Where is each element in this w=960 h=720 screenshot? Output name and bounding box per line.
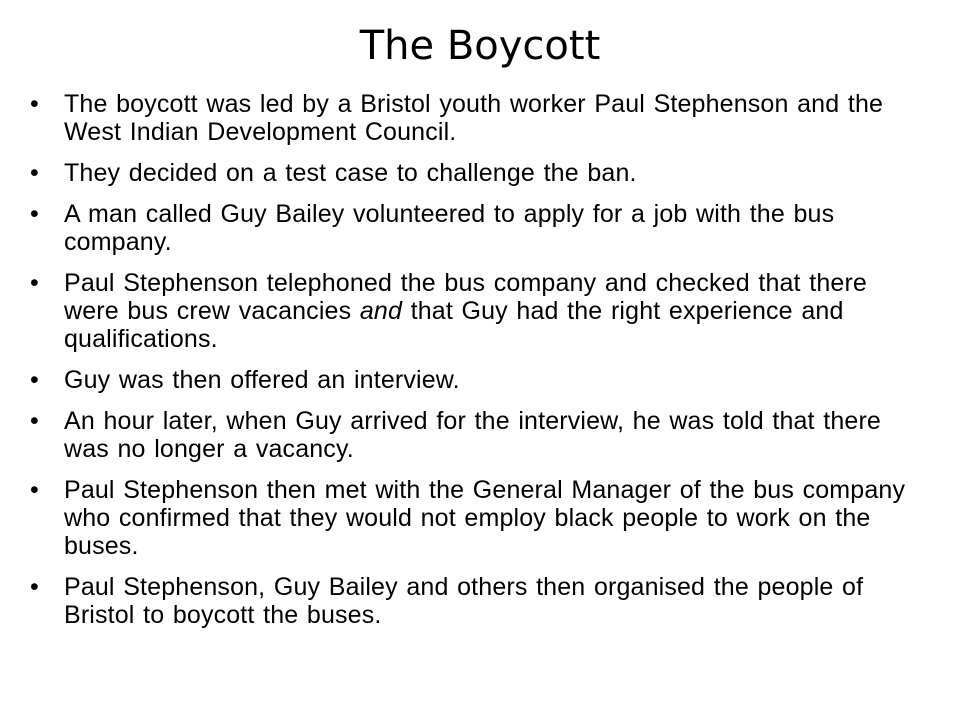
bullet-text: A man called Guy Bailey volunteered to apply for a job with the bus company. xyxy=(64,200,835,256)
bullet-text: They decided on a test case to challenge the ban. xyxy=(64,159,637,187)
bullet-item xyxy=(30,573,930,629)
bullet-item xyxy=(30,476,930,560)
bullet-item xyxy=(30,159,930,187)
bullet-item xyxy=(30,90,930,146)
bullet-text xyxy=(64,269,930,353)
bullet-text: The boycott was led by a Bristol youth worker Paul Stephenson and the West Indian Development Council. xyxy=(64,90,884,146)
bullet-item xyxy=(30,200,930,256)
slide-title: The Boycott xyxy=(359,23,601,69)
bullet-icon: • xyxy=(30,159,39,187)
bullet-item xyxy=(30,366,930,394)
bullet-text: An hour later, when Guy arrived for the interview, he was told that there was no longer a vacancy. xyxy=(64,407,881,463)
bullet-text-before: Paul Stephenson telephoned the bus company and checked that there were bus crew vacancies xyxy=(64,269,867,325)
bullet-list xyxy=(30,90,930,642)
bullet-text: Guy was then offered an interview. xyxy=(64,366,460,394)
bullet-icon: • xyxy=(30,407,39,435)
bullet-icon: • xyxy=(30,573,39,601)
bullet-text: Paul Stephenson then met with the General Manager of the bus company who confirmed that they would not employ black people to work on the buses. xyxy=(64,476,906,560)
bullet-icon: • xyxy=(30,476,39,504)
bullet-text: Paul Stephenson, Guy Bailey and others then organised the people of Bristol to boycott the buses. xyxy=(64,573,864,629)
bullet-icon: • xyxy=(30,269,39,297)
bullet-item xyxy=(30,269,930,353)
bullet-item xyxy=(30,407,930,463)
bullet-text-emphasis: and xyxy=(359,297,403,325)
bullet-icon: • xyxy=(30,366,39,394)
bullet-icon: • xyxy=(30,90,39,118)
bullet-text-after: that Guy had the right experience and qualifications. xyxy=(64,297,844,353)
bullet-icon: • xyxy=(30,200,39,228)
